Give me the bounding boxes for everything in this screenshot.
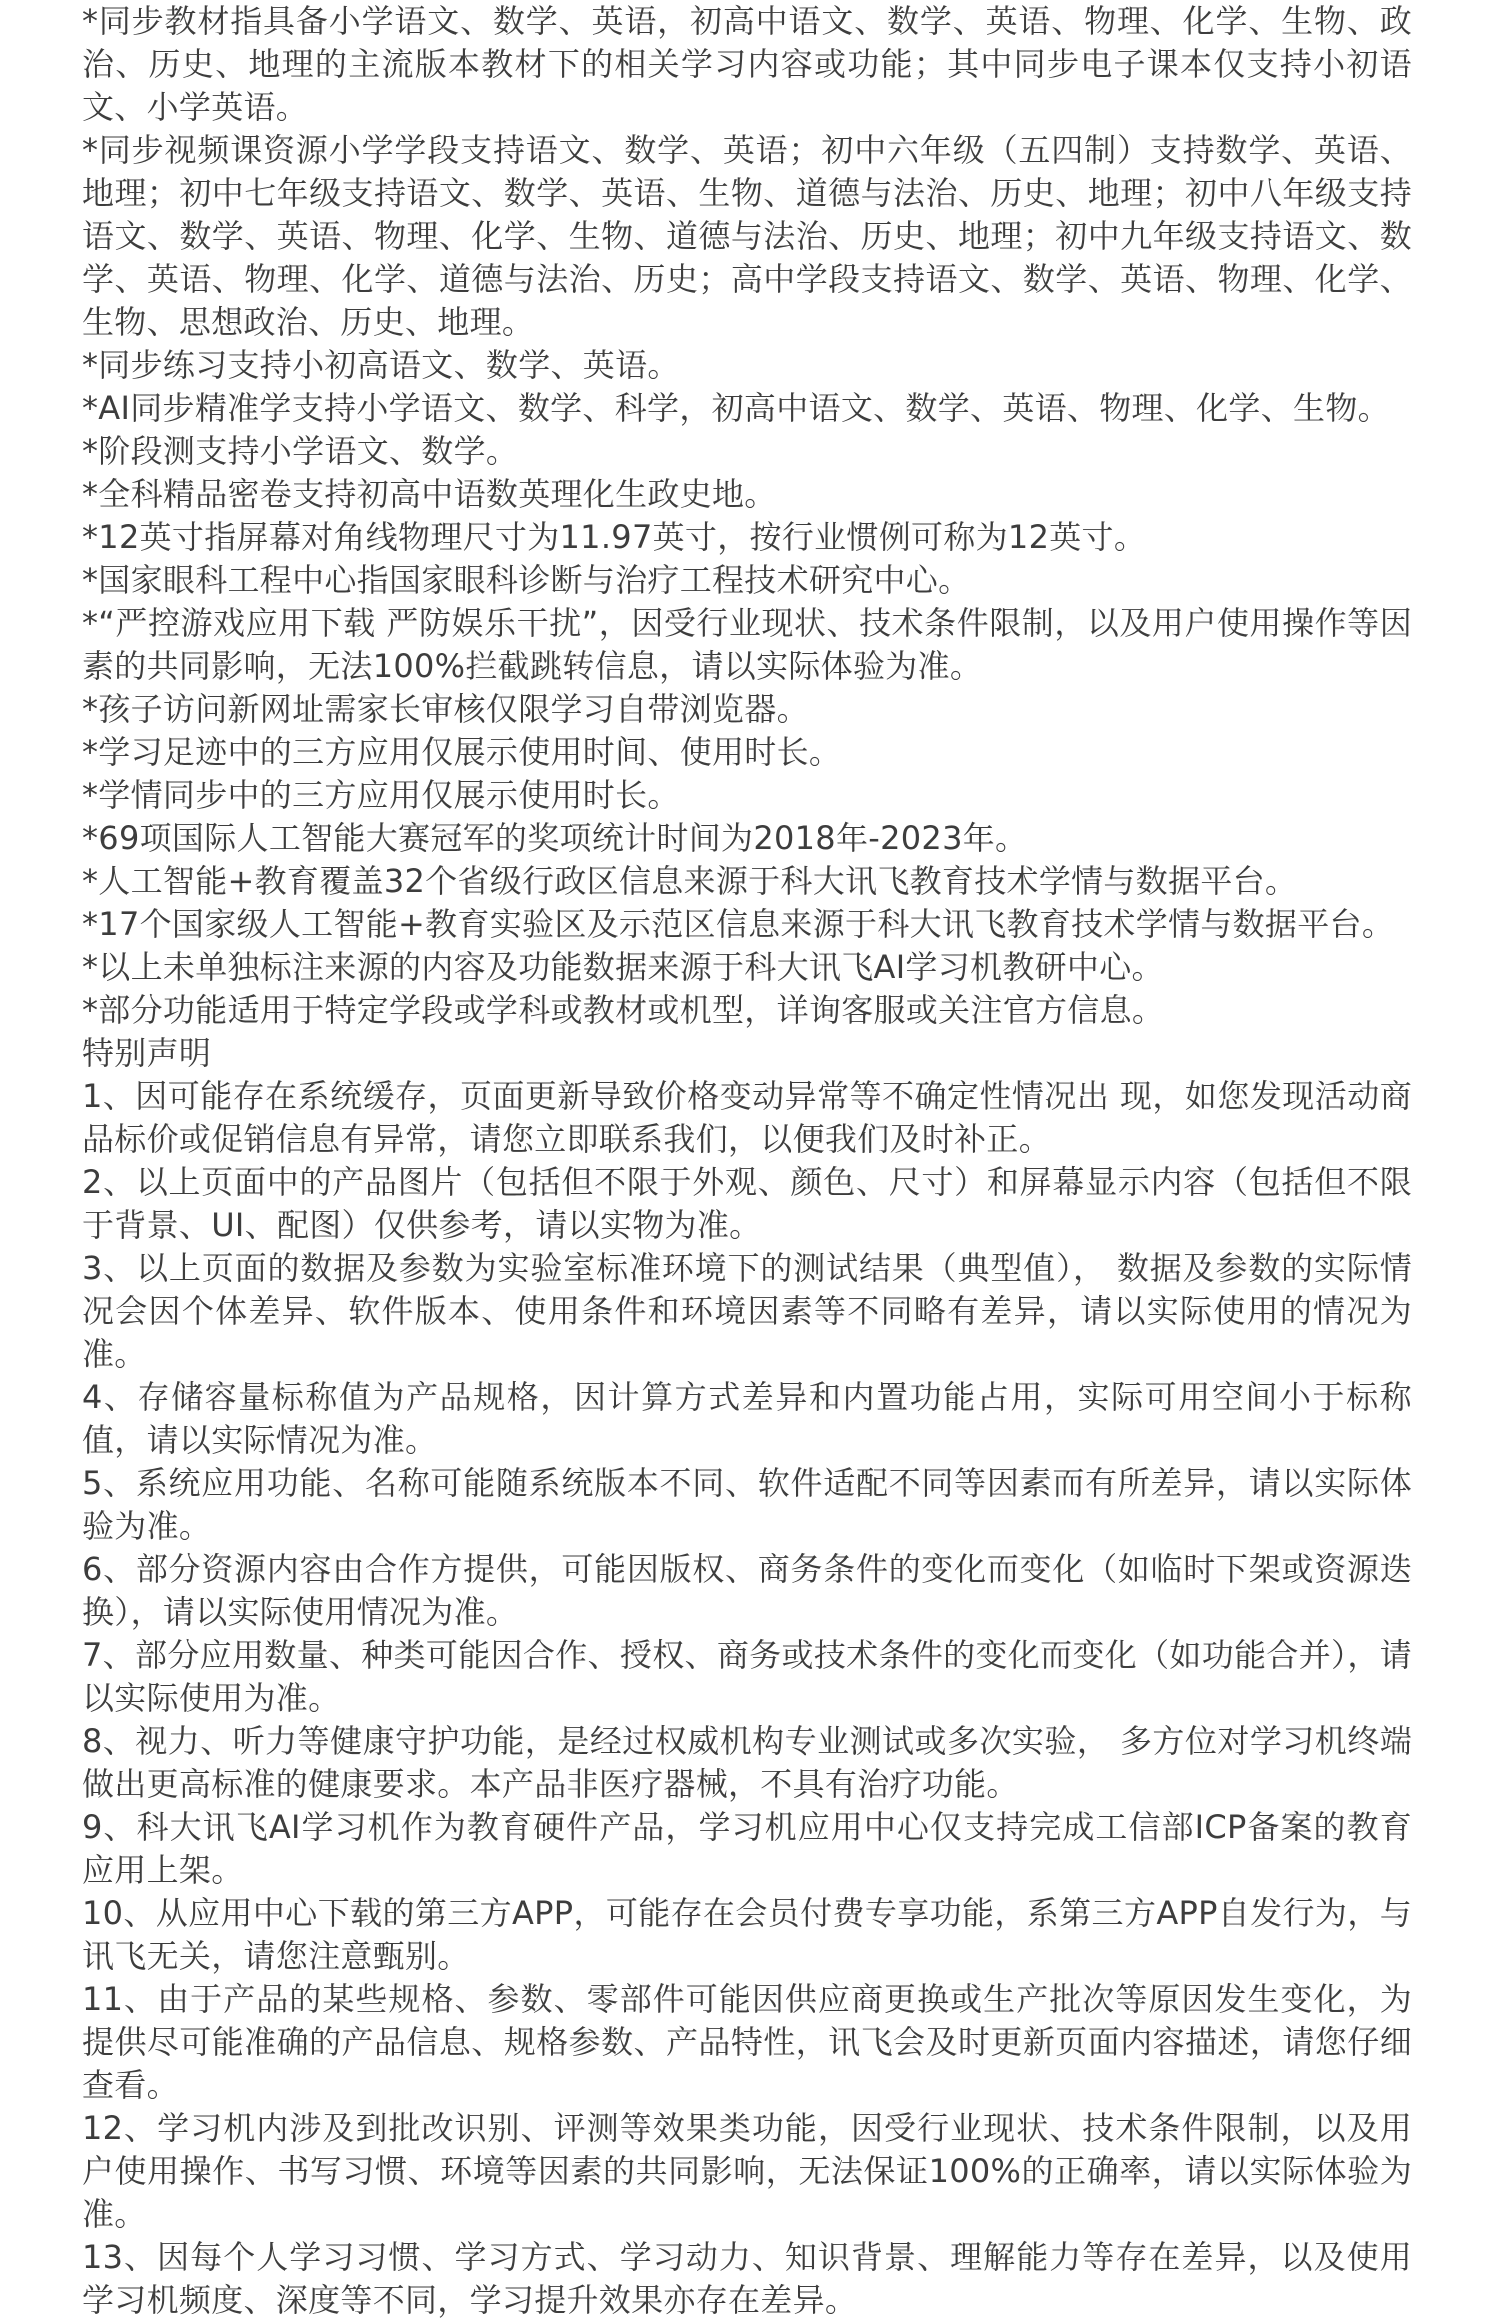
statement-item: 4、存储容量标称值为产品规格，因计算方式差异和内置功能占用，实际可用空间小于标称值，请以实际情况为准。 [82,1378,1412,1459]
note-item: *同步视频课资源小学学段支持语文、数学、英语；初中六年级（五四制）支持数学、英语、地理；初中七年级支持语文、数学、英语、生物、道德与法治、历史、地理；初中八年级支持语文、数学、英语、物理、化学、生物、道德与法治、历史、地理；初中九年级支持语文、数学、英语、物理、化学、道德与法治、历史；高中学段支持语文、数学、英语、物理、化学、生物、思想政治、历史、地理。 [82,131,1412,341]
note-item: *“严控游戏应用下载 严防娱乐干扰”，因受行业现状、技术条件限制，以及用户使用操作等因素的共同影响，无法100%拦截跳转信息，请以实际体验为准。 [82,604,1412,685]
note-item: *以上未单独标注来源的内容及功能数据来源于科大讯飞AI学习机教研中心。 [82,948,1164,986]
note-item: *17个国家级人工智能+教育实验区及示范区信息来源于科大讯飞教育技术学情与数据平台。 [82,905,1395,943]
note-item: *学习足迹中的三方应用仅展示使用时间、使用时长。 [82,733,842,771]
statement-item: 1、因可能存在系统缓存，页面更新导致价格变动异常等不确定性情况出 现，如您发现活动商品标价或促销信息有异常，请您立即联系我们，以便我们及时补正。 [82,1077,1412,1158]
note-item: *人工智能+教育覆盖32个省级行政区信息来源于科大讯飞教育技术学情与数据平台。 [82,862,1298,900]
statement-item: 8、视力、听力等健康守护功能，是经过权威机构专业测试或多次实验， 多方位对学习机终端做出更高标准的健康要求。本产品非医疗器械，不具有治疗功能。 [82,1722,1412,1803]
statement-item: 10、从应用中心下载的第三方APP，可能存在会员付费专享功能，系第三方APP自发行为，与讯飞无关，请您注意甄别。 [82,1894,1412,1975]
note-item: *AI同步精准学支持小学语文、数学、科学，初高中语文、数学、英语、物理、化学、生物。 [82,389,1390,427]
statement-item: 2、以上页面中的产品图片（包括但不限于外观、颜色、尺寸）和屏幕显示内容（包括但不限于背景、UI、配图）仅供参考，请以实物为准。 [82,1163,1412,1244]
note-item: *国家眼科工程中心指国家眼科诊断与治疗工程技术研究中心。 [82,561,971,599]
note-item: *12英寸指屏幕对角线物理尺寸为11.97英寸，按行业惯例可称为12英寸。 [82,518,1147,556]
statement-item: 11、由于产品的某些规格、参数、零部件可能因供应商更换或生产批次等原因发生变化，为提供尽可能准确的产品信息、规格参数、产品特性，讯飞会及时更新页面内容描述，请您仔细查看。 [82,1980,1412,2104]
statement-item: 12、学习机内涉及到批改识别、评测等效果类功能，因受行业现状、技术条件限制，以及用户使用操作、书写习惯、环境等因素的共同影响，无法保证100%的正确率，请以实际体验为准。 [82,2109,1412,2233]
statement-item: 3、以上页面的数据及参数为实验室标准环境下的测试结果（典型值）， 数据及参数的实际情况会因个体差异、软件版本、使用条件和环境因素等不同略有差异，请以实际使用的情况为准。 [82,1249,1412,1373]
note-item: *69项国际人工智能大赛冠军的奖项统计时间为2018年-2023年。 [82,819,1028,857]
statement-item: 5、系统应用功能、名称可能随系统版本不同、软件适配不同等因素而有所差异，请以实际体验为准。 [82,1464,1412,1545]
statement-item: 6、部分资源内容由合作方提供，可能因版权、商务条件的变化而变化（如临时下架或资源迭换），请以实际使用情况为准。 [82,1550,1412,1631]
note-item: *部分功能适用于特定学段或学科或教材或机型，详询客服或关注官方信息。 [82,991,1165,1029]
note-item: *学情同步中的三方应用仅展示使用时长。 [82,776,680,814]
statement-item: 9、科大讯飞AI学习机作为教育硬件产品，学习机应用中心仅支持完成工信部ICP备案的教育应用上架。 [82,1808,1412,1889]
statement-item: 13、因每个人学习习惯、学习方式、学习动力、知识背景、理解能力等存在差异，以及使用学习机频度、深度等不同，学习提升效果亦存在差异。 [82,2238,1412,2319]
note-item: *同步练习支持小初高语文、数学、英语。 [82,346,680,384]
statement-item: 7、部分应用数量、种类可能因合作、授权、商务或技术条件的变化而变化（如功能合并），请以实际使用为准。 [82,1636,1412,1717]
note-item: *孩子访问新网址需家长审核仅限学习自带浏览器。 [82,690,809,728]
disclaimer-document [82,0,1412,2322]
statement-title: 特别声明 [82,1034,212,1072]
note-item: *全科精品密卷支持初高中语数英理化生政史地。 [82,475,777,513]
note-item: *同步教材指具备小学语文、数学、英语，初高中语文、数学、英语、物理、化学、生物、政治、历史、地理的主流版本教材下的相关学习内容或功能；其中同步电子课本仅支持小初语文、小学英语。 [82,2,1412,126]
note-item: *阶段测支持小学语文、数学。 [82,432,519,470]
